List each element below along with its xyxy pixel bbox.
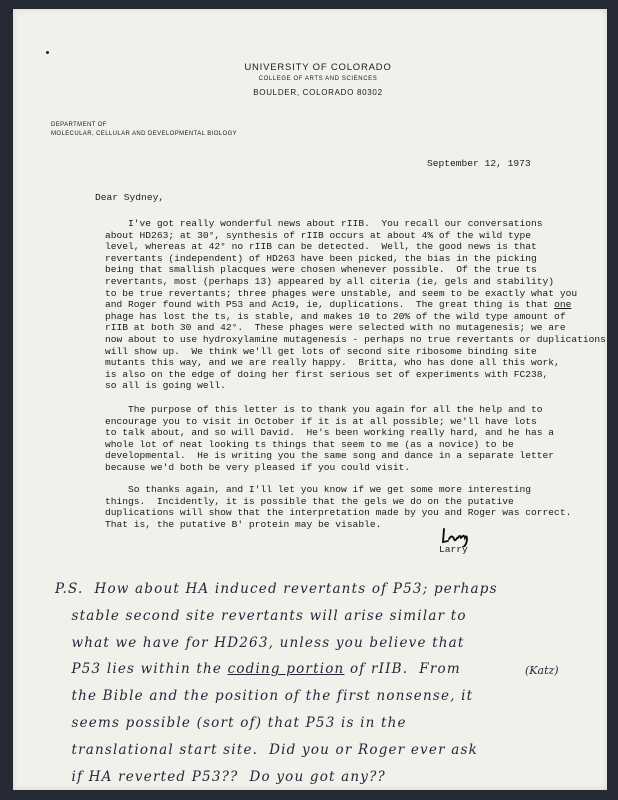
department-block xyxy=(51,121,237,139)
letterhead-university: UNIVERSITY OF COLORADO xyxy=(244,62,392,73)
letterhead-address: BOULDER, COLORADO 80302 xyxy=(253,88,383,97)
department-line-2: MOLECULAR, CELLULAR AND DEVELOPMENTAL BIOLOGY xyxy=(51,131,238,137)
letterhead-college: COLLEGE OF ARTS AND SCIENCES xyxy=(258,76,378,82)
typed-signature: Larry xyxy=(439,544,468,555)
handwritten-postscript xyxy=(55,576,498,790)
punch-mark xyxy=(46,51,49,54)
salutation: Dear Sydney, xyxy=(95,192,165,203)
paragraph-1-part-a: I've got really wonderful news about rIIB. You recall our conversations about HD263; at 30°, synthesis of rIIB occurs at about 4% of the wild type level, whereas at 42° no rIIB can be detected. Well, the good news is that revertants (independent) of HD263 have been picked, the bias in the picking being that smallish placques were chosen whenever possible. Of the true ts revertants, most (perhaps 13) appeared by all citeria (ie, gels and stability) to be true revertants; three phages were unstable, and seem to be exactly what you and Roger found with P53 and Ac19, ie, duplications. The great thing is that xyxy=(105,218,578,311)
letter-date: September 12, 1973 xyxy=(427,158,531,169)
paragraph-1-part-b: phage has lost the ts, is stable, and makes 10 to 20% of the wild type amount of rIIB at both 30 and 42°. These phages were selected with no mutagenesis; we are now about to use hydroxylamine mutagenesis - perhaps no true revertants or duplications will show up. We think we'll get lots of second site ribosome binding site mutants this way, and we are really happy. Britta, who has done all this work, is also on the edge of doing her first serious set of experiments with FC238, so all is going well. xyxy=(105,310,606,392)
postscript-underlined: coding portion xyxy=(227,661,345,678)
postscript-part-b: of rIIB. From the Bible and the position of the first nonsense, it seems possible (sort of) that P53 is in the translational start site. Did you or Roger ever ask if HA reverted P53?? Do you got any?? xyxy=(71,661,478,785)
department-line-1: DEPARTMENT OF xyxy=(51,122,107,128)
paragraph-2: The purpose of this letter is to thank you again for all the help and to encourage you to visit in October if it is at all possible; we'll have lots to talk about, and so will David. He's been working really hard, and he has a whole lot of neat looking ts things that seem to me (as a novice) to be developmental. He is writing you the same song and dance in a separate letter because we'd both be very pleased if you could visit. xyxy=(105,404,555,473)
paragraph-1-underlined: one xyxy=(554,299,572,311)
paragraph-3: So thanks again, and I'll let you know if we get some more interesting things. Incidently, it is possible that the gels we do on the putative duplications will show that the interpretation made by you and Roger was correct. That is, the putative B' protein may be visable. xyxy=(105,484,572,530)
letter-page xyxy=(13,9,607,790)
paragraph-1 xyxy=(105,218,606,392)
postscript-part-a: P.S. How about HA induced revertants of P53; perhaps stable second site revertants will arise similar to what we have for HD263, unless you believe that P53 lies within the xyxy=(55,581,498,678)
handwritten-insert: (Katz) xyxy=(525,664,559,677)
